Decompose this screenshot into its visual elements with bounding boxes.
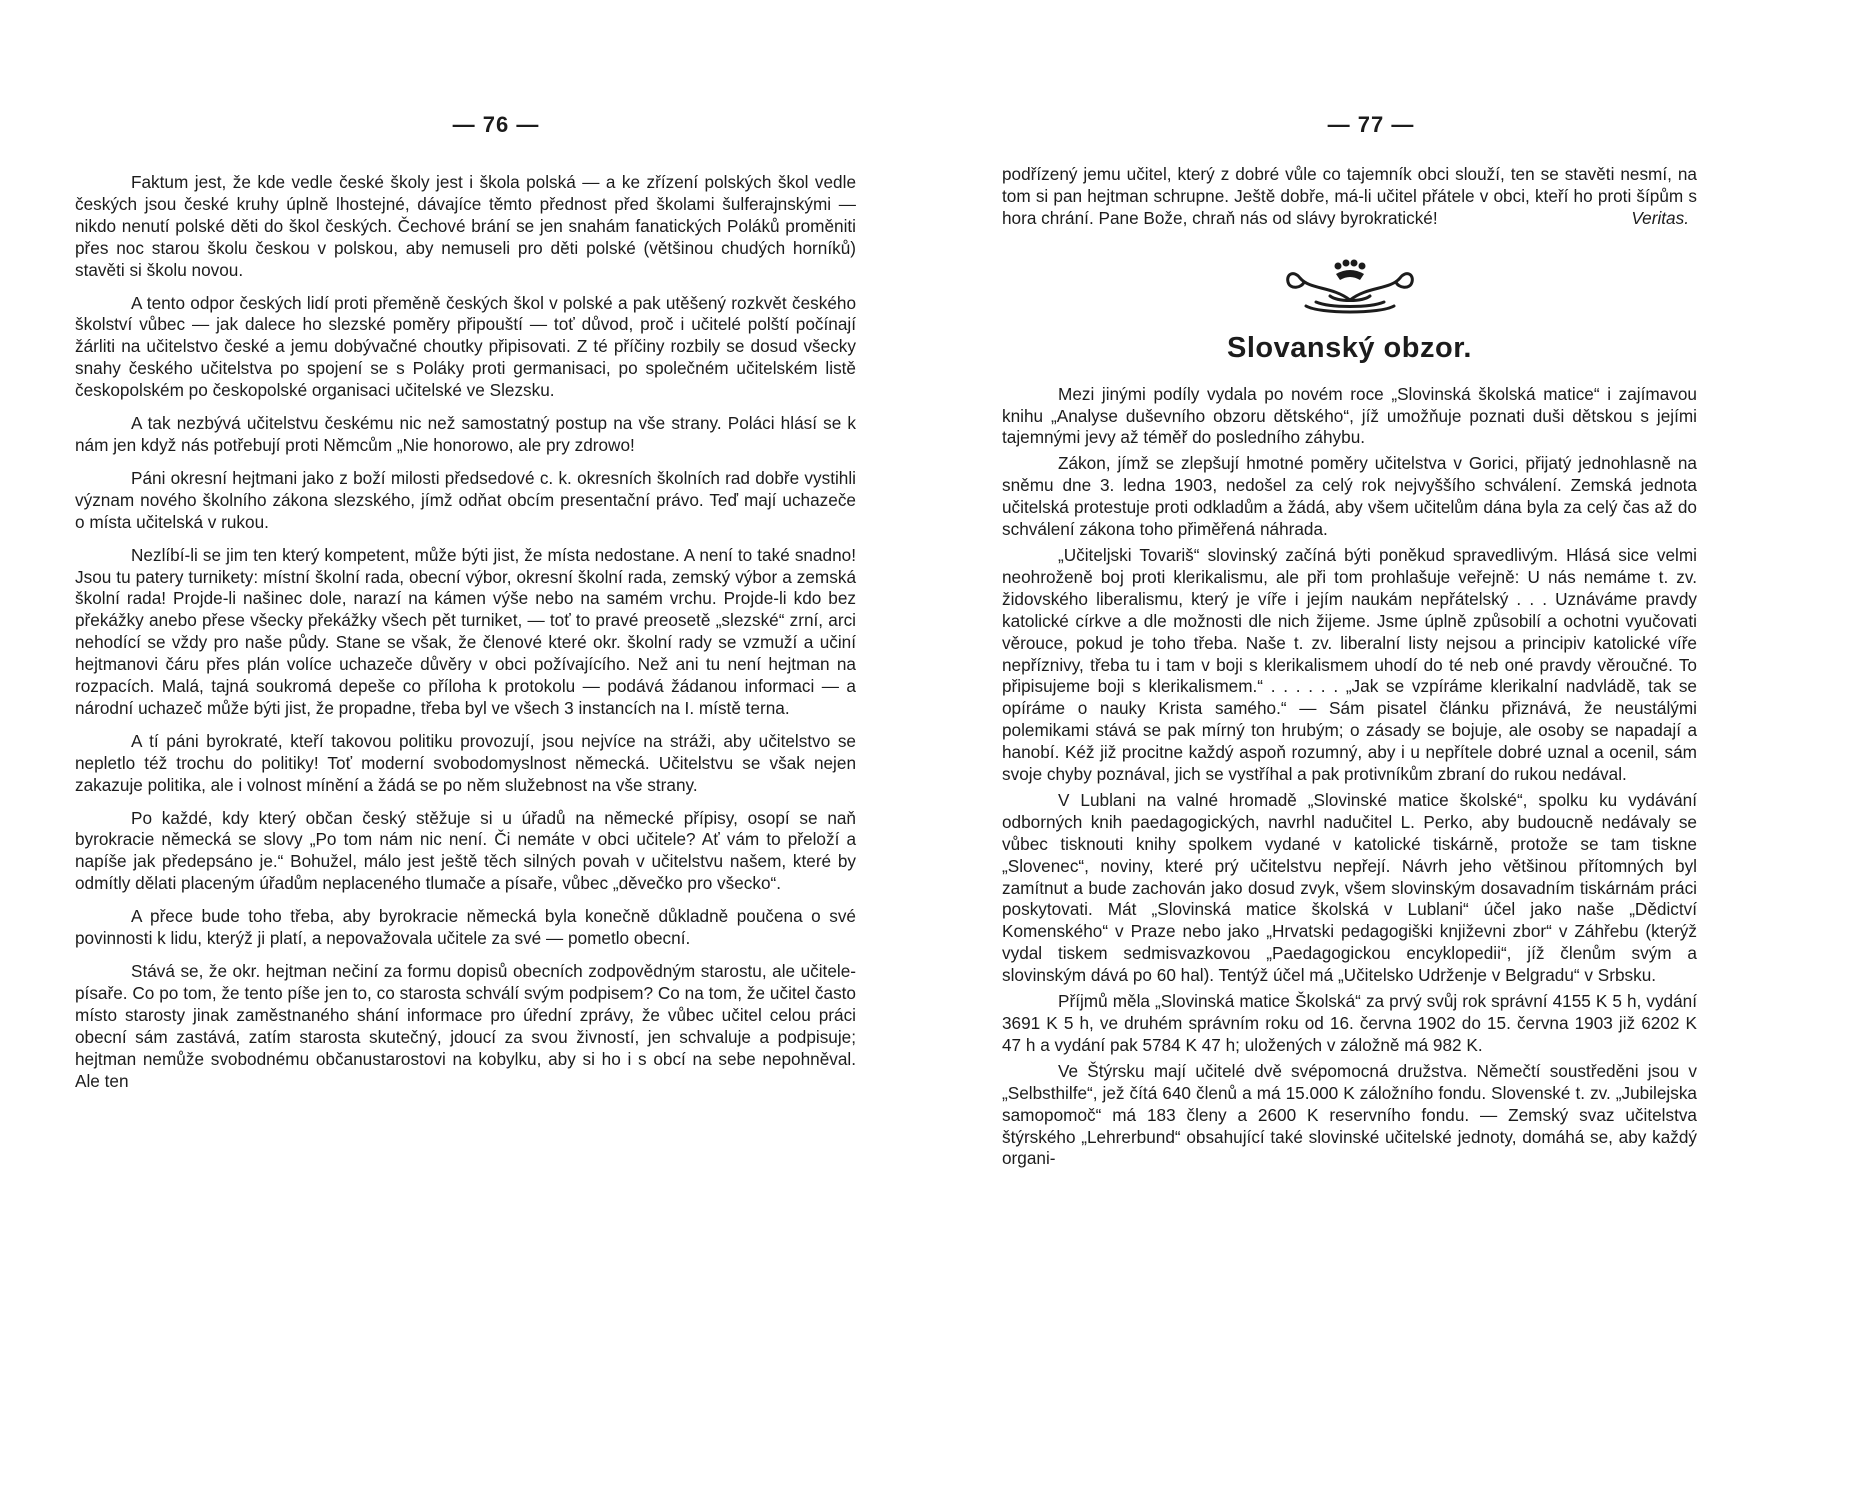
paragraph: A přece bude toho třeba, aby byrokracie německá byla konečně důkladně poučena o své povinnosti k lidu, kterýž ji platí, a nepovažovala učitele za své — pometlo obecní. <box>75 906 856 949</box>
paragraph: „Učiteljski Tovariš“ slovinský začíná býti poněkud spravedlivým. Hlásá sice velmi neohroženě boj proti klerikalismu, ale při tom prohlašuje veřejně: U nás nemáme t. zv. židovského liberalismu, který je víře i jejím naukám nepřátelský . . . Uznáváme pravdy katolické církve a dle možnosti dle nich žijeme. Jsme úplně způsobilí a ochotni vyučovati věrouce, pokud je toho třeba. Naše t. zv. liberalní listy nejsou a principiv katolické víře nepříznivy, třeba tu i tam v boji s klerikalismem uhodí do té neb oné pravdy věroučné. To připisujeme boji s klerikalismem.“ . . . . . . „Jak se vzpíráme klerikalní nadvládě, tak se opíráme o nauky Krista samého.“ — Sám pisatel článku přiznává, že neustálými polemikami stává se pak mírný ton hrubým; o zásady se bojuje, ale osoby se napadají a hanobí. Kéž již procitne každý aspoň rozumný, aby i u nepřítele dobré uznal a ocenil, sám svoje chyby poznával, jich se vystříhal a pak protivníkům zbraní do rukou nedával. <box>1002 544 1697 785</box>
page-number: — 76 — <box>452 112 540 137</box>
floral-ornament-icon <box>1280 256 1420 318</box>
paragraph: Po každé, kdy který občan český stěžuje si u úřadů na německé přípisy, osopí se naň byrokracie německá se slovy „Po tom nám nic není. Či nemáte v obci učitele? Ať vám to přeloží a napíše jak předepsáno je.“ Bohužel, málo jest ještě těch silných povah v učitelstvu našem, které by odmítly dělati placeným úřadům neplaceného tlumače a písaře, vůbec „děvečko pro všecko“. <box>75 807 856 894</box>
paragraph: Nezlíbí-li se jim ten který kompetent, může býti jist, že místa nedostane. A není to také snadno! Jsou tu patery turnikety: místní školní rada, obecní výbor, okresní školní rada, zemský výbor a zemská školní rada! Projde-li našinec dole, narazí na kámen výše nebo na samém vrchu. Projde-li kdo bez překážky anebo přese všecky překážky všech pět turniket, — toť to pravé preosetě „slezské“ zrní, arci nehodící se vždy pro naše půdy. Stane se však, že členové které okr. školní rady se vzmuží a učiní hejtmanovi čáru přes plán volíce uchazeče důvěry v obci požívajícího. Než ani tu není hejtman na rozpacích. Malá, tajná soukromá depeše co příloha k protokolu — podává žádanou informaci — a národní uchazeč může býti jist, že propadne, třeba byl ve všech 3 instancích na I. místě terna. <box>75 544 856 718</box>
paragraph: V Lublani na valné hromadě „Slovinské matice školské“, spolku ku vydávání odborných knih paedagogických, navrhl nadučitel L. Perko, aby budoucně nedávaly se vůbec tisknouti knihy spolkem vydané v katolické tiskárně, protože se tam tiskne „Slovenec“, noviny, které prý učitelstvu nepřejí. Návrh jeho většinou přítomných byl zamítnut a bude zachován jako dosud zvyk, všem slovinským dosavadním tiskárnám práci poskytovati. Mát „Slovinská matice školská v Lublani“ účel jako naše „Dědictví Komenského“ v Praze nebo jako „Hrvatski pedagogiški književni zbor“ v Záhřebu (kterýž vydal tiskem sedmisvazkovou „Paedagogickou encyklopedii“, jíž členům svým a slovinským dává po 60 hal). Tentýž účel má „Učitelsko Udrženje v Belgradu“ v Srbsku. <box>1002 789 1697 986</box>
paragraph: Faktum jest, že kde vedle české školy jest i škola polská — a ke zřízení polských škol vedle českých jsou české kruhy úplně lhostejné, dávajíce těmto přednost před školami šulferajnskými — nikdo nenutí polské děti do škol českých. Čechové brání se jen snahám fanatických Poláků proměniti přes noc starou školu českou v polskou, aby nemuseli pro děti polské (většinou chudých horníků) stavěti si školu novou. <box>75 172 856 280</box>
right-page <box>927 0 1854 1500</box>
paragraph: Ve Štýrsku mají učitelé dvě svépomocná družstva. Němečtí soustředěni jsou v „Selbsthilfe“, jež čítá 640 členů a má 15.000 K záložního fondu. Slovenské t. zv. „Jubilejska samopomoč“ má 183 členy a 2600 K reservního fondu. — Zemský svaz učitelstva štýrského „Lehrerbund“ obsahující také slovinské učitelské jednoty, domáhá se, aby každý organi- <box>1002 1060 1697 1169</box>
intro-paragraph <box>1002 164 1697 230</box>
signature: Veritas. <box>1631 207 1689 228</box>
paragraph: Mezi jinými podíly vydala po novém roce „Slovinská školská matice“ i zajímavou knihu „Analyse duševního obzoru dětského“, jíž umožňuje poznati duši dětskou s jejími tajemnými jevy až téměř do posledního záhybu. <box>1002 383 1697 448</box>
paragraph: A tí páni byrokraté, kteří takovou politiku provozují, jsou nejvíce na stráži, aby učitelstvo se nepletlo též trochu do politiky! Toť moderní svobodomyslnost německá. Učitelstvu se však nejen zakazuje politika, ale i volnost mínění a žádá se po něm služebnost na vše strany. <box>75 730 856 795</box>
paragraph: A tak nezbývá učitelstvu českému nic než samostatný postup na vše strany. Poláci hlásí se k nám jen když nás potřebují proti Němcům „Nie honorowo, ale pry zdrowo! <box>75 413 856 455</box>
paragraph: Zákon, jímž se zlepšují hmotné poměry učitelstva v Gorici, přijatý jednohlasně na sněmu dne 3. ledna 1903, nedošel za celý rok nejvyššího schválení. Zemská jednota učitelská protestuje proti odkladům a žádá, aby všem učitelům dána byla za celý čas až do schválení zákona toho přiměřená náhrada. <box>1002 453 1697 540</box>
paragraph: Stává se, že okr. hejtman nečiní za formu dopisů obecních zodpovědným starostu, ale učitele-písaře. Co po tom, že tento píše jen to, co starosta schválí svým podpisem? Co na tom, že učitel často místo starosty jinak zaměstnaného shání informace pro úřední zprávy, že vůbec učitel celou práci obecní sám zastává, zatím starosta skutečný, jdoucí za svou živností, jen schvaluje a podpisuje; hejtman nemůže svobodnému občanustarostovi na kobylku, aby si ho i s obcí na sebe nepohněval. Ale ten <box>75 961 856 1091</box>
section-title: Slovanský obzor. <box>1227 331 1472 364</box>
page-number: — 77 — <box>1327 112 1415 137</box>
text-column <box>1002 164 1697 1174</box>
paragraph: Páni okresní hejtmani jako z boží milosti předsedové c. k. okresních školních rad dobře vystihli význam nového školního zákona slezského, jímž odňat obcím presentační právo. Teď mají uchazeče o místa učitelská v rukou. <box>75 467 856 532</box>
text-column <box>75 172 856 1103</box>
intro-text: podřízený jemu učitel, který z dobré vůle co tajemník obci slouží, ten se stavěti nesmí, na tom si pan hejtman schrupne. Ještě dobře, má-li učitel přátele v obci, kteří ho proti šípům s hora chrání. Pane Bože, chraň nás od slávy byrokratické! <box>1002 164 1697 228</box>
paragraph: A tento odpor českých lidí proti přeměně českých škol v polské a pak utěšený rozkvět českého školství vůbec — jak dalece ho slezské poměry připouští — toť důvod, proč i učitelé polští počínají žárliti na učitelstvo české a jemu dobývačné choutky připisovati. Z té příčiny rozbily se dosud všecky snahy českého učitelstva po spojení se s Poláky proti germanisaci, po společném učitelském listě českopolském po českopolské organisaci učitelské ve Slezsku. <box>75 292 856 401</box>
paragraph: Příjmů měla „Slovinská matice Školská“ za prvý svůj rok správní 4155 K 5 h, vydání 3691 K 5 h, ve druhém správním roku od 16. června 1902 do 15. června 1903 již 6202 K 47 h a vydání pak 5784 K 47 h; uložených v záložně má 982 K. <box>1002 991 1697 1055</box>
